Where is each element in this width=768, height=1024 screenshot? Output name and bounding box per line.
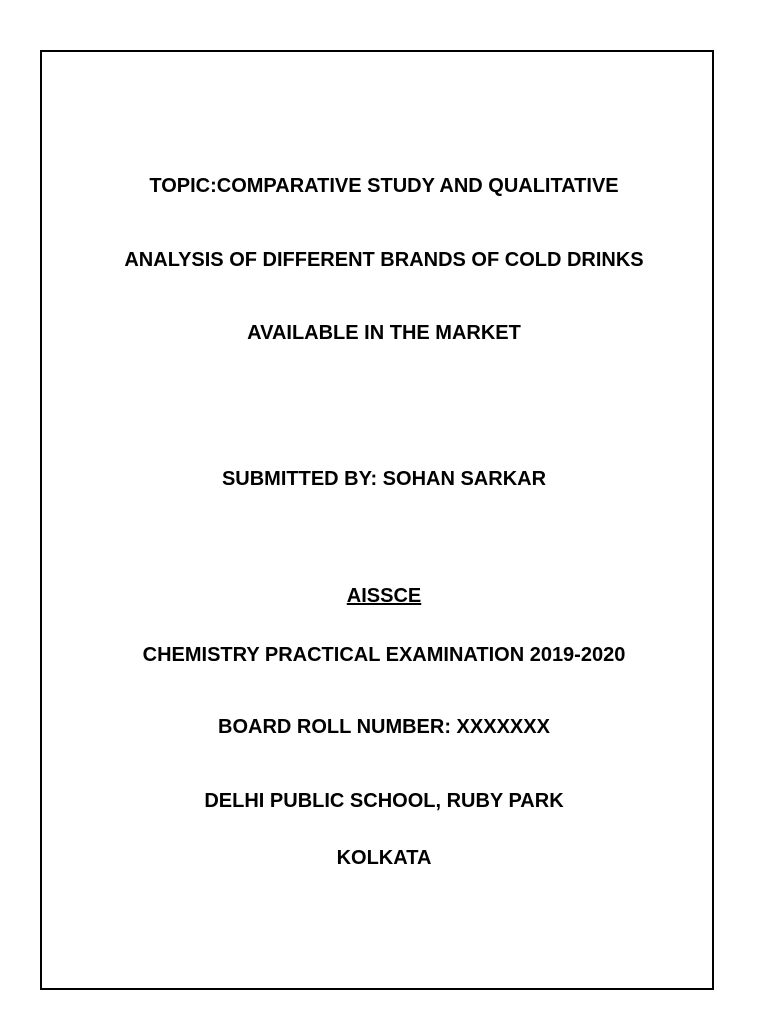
school-name: DELHI PUBLIC SCHOOL, RUBY PARK (204, 790, 564, 812)
title-line-1: TOPIC:COMPARATIVE STUDY AND QUALITATIVE (149, 175, 619, 197)
submitted-by: SUBMITTED BY: SOHAN SARKAR (221, 468, 547, 490)
exam-name: CHEMISTRY PRACTICAL EXAMINATION 2019-2020 (142, 644, 626, 666)
roll-number: BOARD ROLL NUMBER: XXXXXXX (218, 716, 550, 738)
title-line-3: AVAILABLE IN THE MARKET (247, 322, 521, 344)
city-name: KOLKATA (336, 847, 432, 869)
title-line-2: ANALYSIS OF DIFFERENT BRANDS OF COLD DRINKS (124, 249, 644, 271)
exam-heading: AISSCE (346, 585, 422, 607)
